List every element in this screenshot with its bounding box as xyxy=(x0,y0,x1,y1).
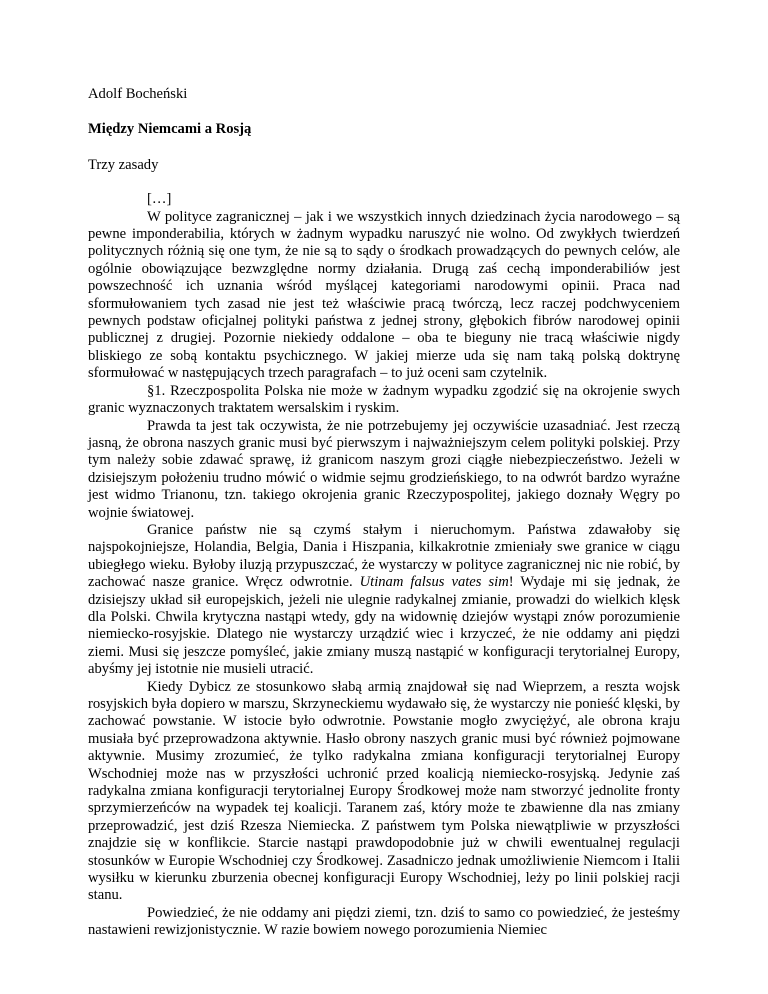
author-name: Adolf Bocheński xyxy=(88,86,188,102)
paragraph-imponderabilia: W polityce zagranicznej – jak i we wszystkich innych dziedzinach życia narodowego – są pewne imponderabilia, których w żadnym wypadku naruszyć nie wolno. Od zwykłych twierdzeń politycznych różnią się one tym, że nie są to sądy o środkach prowadzących do pewnych celów, ale ogólnie obowiązujące bezwzględne normy działania. Drugą zaś cechą imponderabiliów jest powszechność ich uznania wśród myślącej kategoriami narodowymi opinii. Praca nad sformułowaniem tych zasad nie jest też właściwie pracą twórczą, lecz raczej podchwyceniem pewnych podstaw oficjalnej polityki państwa z jednej strony, głębokich fibrów narodowej opinii publicznej z drugiej. Pozornie niekiedy oddalone – oba te bieguny nie tracą właściwie nigdy bliskiego ze sobą kontaktu psychicznego. W jakiej mierze uda się nam taką polską doktrynę sformułować w następujących trzech paragrafach – to już oceni sam czytelnik. xyxy=(88,208,680,382)
paragraph-dybicz: Kiedy Dybicz ze stosunkowo słabą armią znajdował się nad Wieprzem, a reszta wojsk rosyjskich była dopiero w marszu, Skrzyneckiemu wydawało się, że wystarczy nie ponieść klęski, by zachować powstanie. W istocie było odwrotnie. Powstanie mogło zwyciężyć, ale obrona kraju musiała być przeprowadzona aktywnie. Hasło obrony naszych granic musi być również pojmowane aktywnie. Musimy zrozumieć, że tylko radykalna zmiana konfiguracji terytorialnej Europy Wschodniej może nas w przyszłości uchronić przed koalicją niemiecko-rosyjską. Jedynie zaś radykalna zmiana konfiguracji terytorialnej Europy Środkowej może nam stworzyć jednolite fronty sprzymierzeńców na wypadek tej koalicji. Taranem zaś, który może te zbawienne dla nas zmiany przeprowadzić, jest dziś Rzesza Niemiecka. Z państwem tym Polska niewątpliwie w przyszłości znajdzie się w konflikcie. Starcie nastąpi prawdopodobnie już w chwili ewentualnej regulacji stosunków w Europie Wschodniej czy Środkowej. Zasadniczo jednak umożliwienie Niemcom i Italii wysiłku w kierunku zburzenia obecnej konfiguracji Europy Wschodniej, leży po linii polskiej racji stanu. xyxy=(88,678,680,904)
ellipsis-marker: […] xyxy=(147,191,172,208)
document-page xyxy=(88,86,680,940)
paragraph-borders-not-fixed xyxy=(88,522,680,679)
latin-quote: Utinam falsus vates sim xyxy=(359,574,509,591)
paragraph-border-defense: Prawda ta jest tak oczywista, że nie potrzebujemy jej oczywiście uzasadniać. Jest rzeczą jasną, że obrona naszych granic musi być pierwszym i najważniejszym celem polityki polskiej. Przy tym należy sobie zdawać sprawę, iż granicom naszym grozi ciągłe niebezpieczeństwo. Jeżeli w dzisiejszym położeniu trudno mówić o widmie sejmu grodzieńskiego, to na odwrót bardzo wyraźne jest widmo Trianonu, tzn. takiego okrojenia granic Rzeczypospolitej, jakiego doznały Węgry po wojnie światowej. xyxy=(88,417,680,521)
paragraph-text-before-quote: Granice państw nie są czymś stałym i nieruchomym. Państwa zdawałoby się najspokojniejsze, Holandia, Belgia, Dania i Hiszpania, kilkakrotnie zmieniały swe granice w ciągu ubiegłego wieku. Byłoby iluzją przypuszczać, że wystarczy w polityce zagranicznej nic nie robić, by zachować nasze granice. Wręcz odwrotnie. xyxy=(88,521,680,591)
section-subtitle: Trzy zasady xyxy=(88,156,159,173)
document-title: Między Niemcami a Rosją xyxy=(88,121,252,138)
paragraph-text-after-quote: ! Wydaje mi się jednak, że dzisiejszy układ sił europejskich, jeżeli nie ulegnie radykalnej zmianie, prowadzi do wielkich klęsk dla Polski. Chwila krytyczna nastąpi wtedy, gdy na widownię dziejów wystąpi znów porozumienie niemiecko-rosyjskie. Dlatego nie wystarczy urządzić wiec i krzyczeć, że nie oddamy ani piędzi ziemi. Musi się jeszcze pomyśleć, jakie zmiany muszą nastąpić w konfiguracji terytorialnej Europy, abyśmy jej istotnie nie musieli utracić. xyxy=(88,574,680,678)
paragraph-principle-1: §1. Rzeczpospolita Polska nie może w żadnym wypadku zgodzić się na okrojenie swych granic wyznaczonych traktatem wersalskim i ryskim. xyxy=(88,382,680,417)
paragraph-revisionism: Powiedzieć, że nie oddamy ani piędzi ziemi, tzn. dziś to samo co powiedzieć, że jesteśmy nastawieni rewizjonistycznie. W razie bowiem nowego porozumienia Niemiec xyxy=(88,904,680,939)
